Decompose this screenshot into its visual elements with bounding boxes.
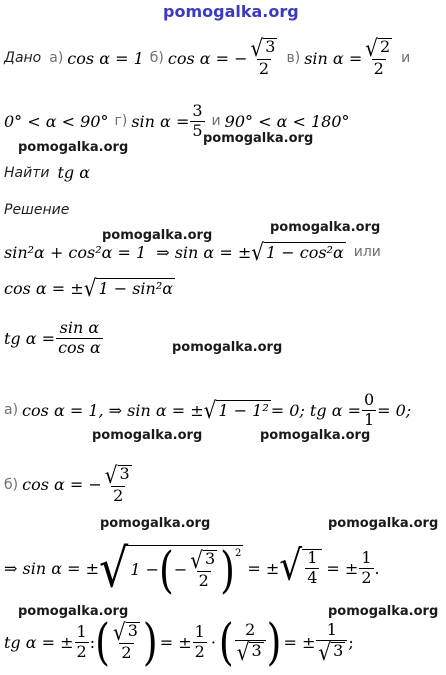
case-b-marker: б) <box>149 50 164 66</box>
t-num-3: 1 <box>194 621 205 641</box>
half-den: 2 <box>361 567 372 587</box>
case-b-den: 2 <box>113 486 124 505</box>
dot: · <box>210 632 216 652</box>
t-frac-1 <box>75 621 89 661</box>
case-a-num: 0 <box>363 390 375 409</box>
t-frac-3 <box>193 621 207 661</box>
case-a-marker: а) <box>49 50 64 66</box>
watermark: pomogalka.org <box>203 131 314 146</box>
case-b-one-minus: 1 − <box>130 560 159 579</box>
given-b-fraction: √ 3 2 <box>250 34 276 79</box>
case-b-line-2: ⇒ sin α = ± √ 1 − ( − √ 3 2 ) $^2$ = ± √ $\frac{1}{4}$ = ± $\frac{1}{2}$ . <box>4 536 380 600</box>
or-word: или <box>353 244 381 260</box>
identity-line <box>4 238 381 266</box>
cos-root-body: 1 − sin²α <box>98 279 174 298</box>
case-b-inner-minus: − <box>173 560 188 579</box>
and-word-2: и <box>211 113 221 129</box>
case-b-inner-den: 2 <box>198 570 209 590</box>
watermark: pomogalka.org <box>172 340 283 355</box>
case-a-den: 1 <box>363 409 375 429</box>
watermark: pomogalka.org <box>18 140 129 155</box>
case-c-marker: в) <box>286 50 301 66</box>
given-d-range: 90° < α < 180° <box>224 111 350 131</box>
given-c-lhs: sin α = <box>304 48 363 68</box>
square-exponent: 2 <box>234 548 242 559</box>
given-d-lhs: sin α = <box>131 111 190 131</box>
watermark: pomogalka.org <box>102 228 213 243</box>
tg-definition <box>4 320 104 357</box>
case-a-root-body: 1 − 1² <box>218 401 269 421</box>
solution-label: Решение <box>4 202 70 218</box>
implies-sin: ⇒ sin α = ± <box>156 242 252 262</box>
site-watermark-top: pomogalka.org <box>163 2 299 21</box>
watermark: pomogalka.org <box>260 428 371 443</box>
case-b-sqrt: 3 <box>119 464 130 483</box>
tg-num: sin α <box>59 318 100 337</box>
t-eq-3: = ± <box>283 632 316 652</box>
case-b-quarter-root: √ $\frac{1}{4}$ <box>279 549 322 587</box>
case-b-expr: cos α = − <box>22 475 102 495</box>
given-d-den: 5 <box>192 120 203 140</box>
t-sqrt-2: 3 <box>127 621 138 641</box>
t-den-2: 2 <box>121 643 132 663</box>
watermark: pomogalka.org <box>328 516 439 531</box>
given-c-sqrt: 2 <box>379 37 391 57</box>
cos-lhs: cos α = ± <box>4 278 84 298</box>
find-target: tg α <box>57 163 91 182</box>
find-line <box>4 163 90 182</box>
identity-expression: sin²α + cos²α = 1 <box>4 242 147 262</box>
case-a-root: √ 1 − 1² <box>203 396 269 425</box>
cos-line <box>4 274 175 302</box>
case-b-inner-fraction: √ 3 2 <box>190 545 216 590</box>
case-a-fraction <box>362 392 376 429</box>
half-fraction <box>359 547 373 587</box>
sin-root-body: 1 − cos²α <box>265 243 344 262</box>
case-b-eq-pm: = ± <box>247 558 280 578</box>
cos-root: √ 1 − sin²α <box>83 274 174 302</box>
given-line-1 <box>4 30 410 86</box>
sin-root: √ 1 − cos²α <box>251 238 344 266</box>
watermark: pomogalka.org <box>18 604 129 619</box>
watermark: pomogalka.org <box>100 516 211 531</box>
given-b-sqrt: 3 <box>265 37 276 57</box>
case-a-line <box>4 392 411 429</box>
tg-lhs: tg α = <box>4 328 56 348</box>
and-word: и <box>401 50 411 66</box>
watermark: pomogalka.org <box>270 220 381 235</box>
given-label: Дано <box>4 50 42 66</box>
t-frac-2: √ 3 2 <box>112 618 138 663</box>
t-frac-4: 2 √ 3 <box>235 622 266 662</box>
t-num-5: 1 <box>326 620 337 640</box>
watermark: pomogalka.org <box>328 604 439 619</box>
case-b-marker-2: б) <box>4 476 19 493</box>
left-paren: ( <box>158 540 174 599</box>
right-paren: ) <box>220 540 235 599</box>
case-a-marker-2: а) <box>4 402 19 419</box>
case-a-result: = 0; <box>377 400 412 420</box>
watermark: pomogalka.org <box>92 428 203 443</box>
t-eq-2: = ± <box>159 632 192 652</box>
t-sqrt-4: 3 <box>251 640 262 660</box>
t-frac-5: 1 √ 3 <box>316 622 347 662</box>
case-b-fraction: √ 3 2 <box>104 461 130 505</box>
case-b-tg-lhs: tg α = ± <box>4 632 74 652</box>
quarter-num: 1 <box>307 548 318 568</box>
given-b-lhs: cos α = − <box>167 48 248 68</box>
given-b-den: 2 <box>258 59 270 79</box>
half-num: 1 <box>361 547 372 567</box>
case-b-tg-line: tg α = ± $\frac{1}{2}$ : ( √ 3 2 ) = ± $\frac{1}{2}$ · ( 2 √ 3 ) = ± 1 √ 3 ; <box>4 613 354 671</box>
case-b-line-1 <box>4 461 135 505</box>
given-d-num: 3 <box>192 100 203 120</box>
case-a-tail: = 0; tg α = <box>270 400 361 420</box>
case-b-eq-pm-2: = ± <box>326 558 359 578</box>
given-c-den: 2 <box>373 59 384 79</box>
given-a-expression: cos α = 1 <box>67 48 144 68</box>
t-num-1: 1 <box>76 621 87 641</box>
case-b-outer-root: √ 1 − ( − √ 3 2 ) $^2$ <box>99 536 242 600</box>
case-b-sin-lhs: ⇒ sin α = ± <box>4 558 99 578</box>
t-num-4: 2 <box>245 620 256 640</box>
tg-den: cos α <box>58 337 101 357</box>
case-d-marker: г) <box>114 113 128 129</box>
case-a-expr: cos α = 1, ⇒ sin α = ± <box>22 400 204 420</box>
tg-fraction <box>56 320 103 357</box>
t-den-3: 2 <box>194 641 205 661</box>
t-den-1: 2 <box>76 641 87 661</box>
t-sqrt-5: 3 <box>333 640 344 660</box>
quarter-den: 4 <box>307 568 318 587</box>
find-label: Найти <box>4 164 50 181</box>
given-c-range: 0° < α < 90° <box>4 111 109 131</box>
case-b-inner-sqrt: 3 <box>204 548 216 568</box>
given-c-fraction: √ 2 2 <box>365 34 391 79</box>
